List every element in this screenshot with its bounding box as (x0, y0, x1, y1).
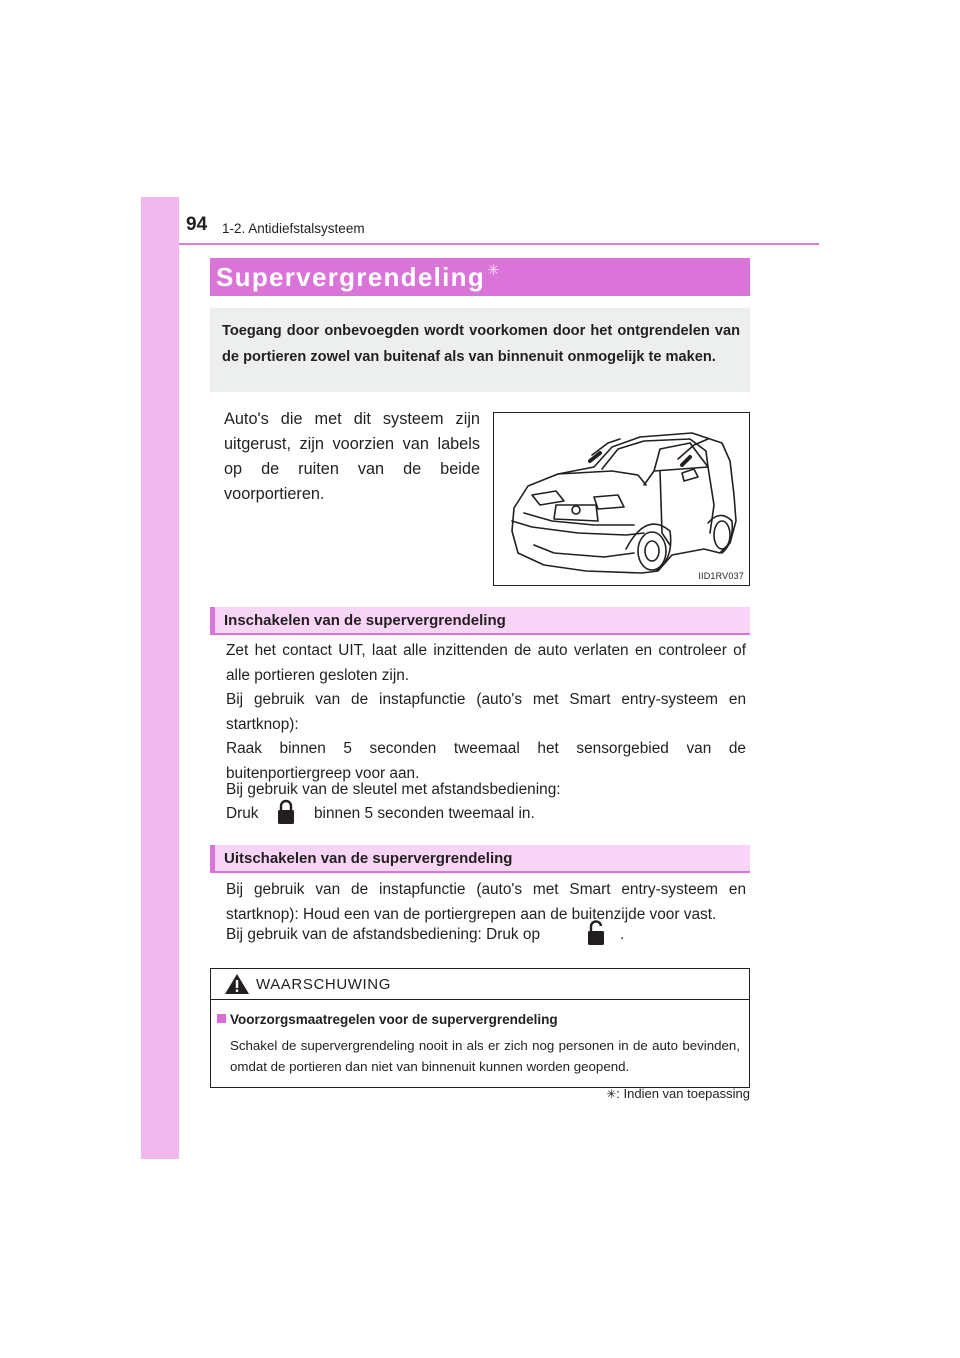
warning-item-title (217, 1012, 558, 1027)
footnote (606, 1086, 750, 1101)
title-bar (210, 258, 750, 296)
subheading-on-text: Inschakelen van de supervergrendeling (224, 612, 506, 629)
page-number: 94 (186, 214, 208, 235)
on-paragraph-1: Zet het contact UIT, laat alle inzittenden de auto verlaten en controleer of alle portieren gesloten zijn. (226, 642, 746, 684)
subheading-on (210, 607, 750, 635)
car-paragraph: Auto's die met dit systeem zijn uitgerust, zijn voorzien van labels op de ruiten van de beide voorportieren. (224, 410, 480, 503)
off-paragraph-1: Bij gebruik van de instapfunctie (auto's met Smart entry-systeem en startknop): Houd een van de portiergrepen aan de buitenzijde voor vast. (226, 881, 746, 923)
on-paragraph-3: Raak binnen 5 seconden tweemaal het sensorgebied van de buitenportiergreep voor aan. (226, 740, 746, 782)
section-label: 1-2. Antidiefstalsysteem (222, 221, 365, 236)
on-paragraph-5-start: Druk (226, 805, 259, 822)
side-tab (141, 197, 179, 1159)
figure-code: IID1RV037 (698, 571, 744, 581)
page-title-text: Supervergrendeling (216, 262, 486, 292)
bullet-square-icon (217, 1014, 226, 1023)
subheading-off-text: Uitschakelen van de supervergrendeling (224, 850, 513, 867)
on-paragraph-4: Bij gebruik van de sleutel met afstandsbediening: (226, 781, 561, 798)
car-illustration (494, 413, 749, 585)
on-paragraph-5-end: binnen 5 seconden tweemaal in. (314, 805, 535, 822)
on-paragraph-2: Bij gebruik van de instapfunctie (auto's met Smart entry-systeem en startknop): (226, 691, 746, 733)
unlock-icon (586, 920, 606, 946)
warning-title: WAARSCHUWING (256, 976, 391, 993)
warning-item-title-text: Voorzorgsmaatregelen voor de supervergrendeling (230, 1012, 558, 1027)
warning-header (211, 969, 749, 1000)
header-rule (179, 243, 819, 245)
applicability-marker: ✳ (487, 262, 500, 279)
intro-text: Toegang door onbevoegden wordt voorkomen door het ontgrendelen van de portieren zowel van buitenaf als van binnenuit onmogelijk te maken. (222, 323, 740, 365)
footnote-marker: ✳ (606, 1087, 617, 1101)
off-paragraph-2-end: . (620, 926, 625, 943)
off-paragraph-2-start: Bij gebruik van de afstandsbediening: Druk op (226, 926, 540, 943)
warning-box (210, 968, 750, 1088)
page-title (216, 261, 500, 293)
warning-triangle-icon (224, 973, 250, 995)
intro-box (210, 308, 750, 392)
footnote-text: : Indien van toepassing (616, 1086, 750, 1101)
car-figure (493, 412, 750, 586)
subheading-off (210, 845, 750, 873)
lock-icon (276, 799, 296, 825)
warning-body: Schakel de supervergrendeling nooit in als er zich nog personen in de auto bevinden, omdat de portieren dan niet van binnenuit kunnen worden geopend. (230, 1038, 740, 1074)
